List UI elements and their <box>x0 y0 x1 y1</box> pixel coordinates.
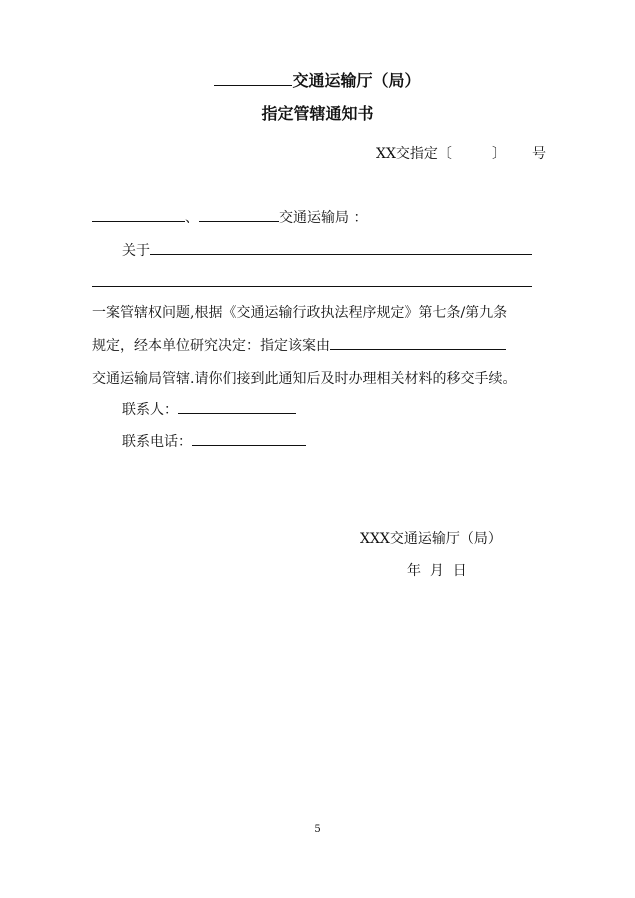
case-subject-blank-2 <box>92 286 532 287</box>
body-sentence-3: 交通运输局管辖.请你们接到此通知后及时办理相关材料的移交手续。 <box>92 371 517 387</box>
addressee-blank-1 <box>92 207 185 222</box>
signature-issuer: XXX交通运输厅（局） <box>360 531 502 547</box>
issuer-blank-line <box>214 71 292 86</box>
body-sentence-1: 一案管辖权问题,根据《交通运输行政执法程序规定》第七条/第九条 <box>92 305 508 321</box>
contact-person-label: 联系人： <box>122 402 178 418</box>
addressee-line <box>92 207 367 227</box>
page-number: 5 <box>314 824 321 835</box>
case-subject-blank-1 <box>150 240 532 255</box>
doc-number-bracket-close: 〕 <box>491 146 506 162</box>
addressee-blank-2 <box>199 207 279 222</box>
contact-person-blank <box>178 399 296 414</box>
doc-number-prefix: XX交指定〔 <box>376 146 452 162</box>
designated-agency-blank <box>330 335 506 350</box>
document-title <box>0 68 635 91</box>
doc-number-suffix: 号 <box>531 146 546 162</box>
body-sentence-2 <box>92 335 506 355</box>
about-line <box>122 240 532 260</box>
contact-person-row <box>122 399 296 419</box>
title-issuer-text: 交通运输厅（局） <box>292 71 421 90</box>
addressee-separator: 、 <box>185 210 199 226</box>
body-sentence-2-text: 规定，经本单位研究决定：指定该案由 <box>92 338 330 354</box>
addressee-suffix: 交通运输局 ： <box>279 210 368 226</box>
about-label: 关于 <box>122 243 150 259</box>
document-number <box>376 143 546 163</box>
contact-phone-row <box>122 431 306 451</box>
contact-phone-label: 联系电话： <box>122 434 192 450</box>
signature-date: 年 月 日 <box>407 563 467 579</box>
contact-phone-blank <box>192 431 306 446</box>
document-subtitle: 指定管辖通知书 <box>261 104 374 123</box>
